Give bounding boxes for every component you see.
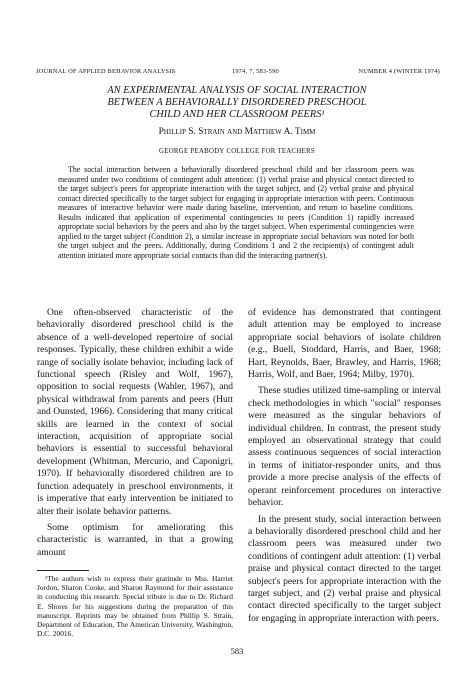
body-paragraph: of evidence has demonstrated that contingent adult attention may be employed to increase appropriate social behaviors of isolate children (e.g., Buell, Stoddard, Harris, and Baer, 1968; Hart, Reynolds, Baer, Brawley, and Harris, 1968; Harris, Wolf, and Baer, 1964; Milby, 1970). [248, 308, 441, 381]
body-column-right [248, 307, 441, 629]
title-line-3: CHILD AND HER CLASSROOM PEERS¹ [149, 109, 325, 120]
authors: Phillip S. Strain and Matthew A. Timm [158, 127, 316, 137]
article-title [40, 85, 434, 121]
body-paragraph: These studies utilized time-sampling or interval check methodologies in which "social" responses were measured as the singular behaviors of individual children. In contrast, the present study employed an observational strategy that could assess continuous sequences of social interaction in terms of initiator-responder units, and thus provide a more precise analysis of the effects of operant reinforcement procedures on interactive behavior. [248, 386, 441, 509]
journal-name: JOURNAL OF APPLIED BEHAVIOR ANALYSIS [36, 68, 176, 75]
footnote-text: ¹The authors wish to express their gratitude to Mss. Harriet Jordon, Sharon Cooke, and Sharon Raymond for their assistance in conducting this research. Special tribute is due to Dr. Richard E. Shores for his suggestions during the preparation of this manuscript. Reprints may be obtained from Phillip S. Strain, Department of Education, The American University, Washington, D.C. 20016. [37, 574, 233, 639]
issue-info: NUMBER 4 (WINTER 1974) [358, 68, 440, 75]
abstract [58, 165, 414, 260]
title-line-2: BETWEEN A BEHAVIORALLY DISORDERED PRESCHOOL [107, 97, 367, 108]
title-line-1: AN EXPERIMENTAL ANALYSIS OF SOCIAL INTERACTION [107, 85, 367, 96]
affiliation: GEORGE PEABODY COLLEGE FOR TEACHERS [159, 148, 315, 155]
body-paragraph: Some optimism for ameliorating this characteristic is warranted, in that a growing amount [37, 522, 233, 558]
footnote [37, 574, 233, 638]
footnote-divider [37, 570, 89, 571]
body-column-left [37, 307, 233, 563]
body-paragraph: One often-observed characteristic of the behaviorally disordered preschool child is the absence of a well-developed repertoire of social responses. Typically, these children exhibit a wide range of socially isolate behavior, including lack of functional speech (Risley and Wolf, 1967), opposition to social requests (Wahler, 1967), and physical withdrawal from parents and peers (Hutt and Ounsted, 1966). Considering that many critical skills are learned in the context of social interaction, acquisition of appropriate social behaviors is essential to successful behavioral development (Whitman, Mercurio, and Caponigri, 1970). If behaviorally disordered children are to function adequately in preschool environments, it is imperative that early intervention be initiated to alter their isolate behavior patterns. [37, 308, 233, 517]
volume-info: 1974, 7, 583-590 [232, 68, 279, 75]
body-paragraph: In the present study, social interaction between a behaviorally disordered preschool child and her classroom peers was measured under two conditions of contingent adult attention: (1) verbal praise and physical contact directed to the target subject's peers for appropriate interaction with the target subject, and (2) verbal praise and physical contact directed specifically to the target subject for engaging in appropriate interaction with peers. [248, 514, 441, 624]
page-number: 583 [230, 646, 244, 656]
abstract-text: The social interaction between a behaviorally disordered preschool child and her classroom peers was measured under two conditions of contingent adult attention: (1) verbal praise and physical contact directed to the target subject's peers for appropriate interaction with the target subject, and (2) verbal praise and physical contact directed specifically to the target subject for engaging in appropriate interaction with peers. Continuous measures of interactive behavior were made during baseline, intervention, and return to baseline conditions. Results indicated that application of experimental contingencies to peers (Condition 1) rapidly increased appropriate social behaviors by the peers and also by the target subject. When experimental contingencies were applied to the target subject (Condition 2), a similar increase in appropriate social behaviors was noted for both the target subject and the peers. Additionally, during Conditions 1 and 2 the recipient(s) of contingent adult attention initiated more appropriate social contacts than did the interacting partner(s). [58, 165, 414, 260]
